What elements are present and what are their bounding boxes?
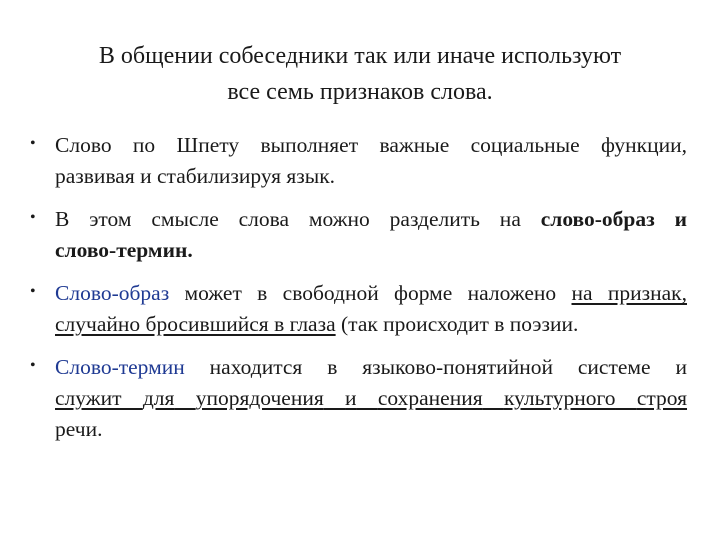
underlined-word: для <box>142 386 175 410</box>
bullet-text-line: Слово по Шпету выполняет важные социальные функции, <box>55 133 687 157</box>
highlighted-term: Слово-термин <box>55 355 185 379</box>
slide-title <box>30 38 690 110</box>
bullet-icon: • <box>30 357 36 374</box>
bullet-item <box>30 278 687 340</box>
bullet-item <box>30 130 687 192</box>
underlined-text-line <box>55 383 687 414</box>
underlined-word: и <box>345 386 357 410</box>
bold-term: слово-образ и <box>540 207 687 231</box>
bullet-text: находится в языково-понятийной системе и <box>184 355 687 379</box>
bullet-text: может в свободной форме наложено <box>169 281 572 305</box>
title-line-2: все семь признаков слова. <box>227 79 493 105</box>
bullet-text-line: речи. <box>55 417 103 441</box>
underlined-word: культурного <box>503 386 616 410</box>
bullet-text: В этом смысле слова можно разделить на <box>55 207 541 231</box>
bold-term: слово-термин. <box>55 238 193 262</box>
bullet-item <box>30 204 687 266</box>
bullet-text-line <box>55 278 687 309</box>
bullet-icon: • <box>30 135 36 152</box>
bullet-text: (так происходит в поэзии. <box>335 312 579 336</box>
underlined-text: случайно бросившийся в глаза <box>55 312 336 336</box>
title-line-1: В общении собеседники так или иначе используют <box>98 43 622 69</box>
highlighted-term: Слово-образ <box>55 281 170 305</box>
bullet-list <box>30 130 687 457</box>
bullet-icon: • <box>30 283 36 300</box>
underlined-word: сохранения <box>377 386 483 410</box>
bullet-icon: • <box>30 209 36 226</box>
bullet-text-line <box>55 204 687 235</box>
bullet-text-line: развивая и стабилизируя язык. <box>55 164 336 188</box>
bullet-item <box>30 352 687 445</box>
bullet-text-line <box>55 309 687 340</box>
underlined-word: упорядочения <box>195 386 324 410</box>
underlined-word: строя <box>636 386 688 410</box>
underlined-word: служит <box>55 386 122 410</box>
underlined-text: на признак, <box>571 281 687 305</box>
bullet-text-line <box>55 352 687 383</box>
